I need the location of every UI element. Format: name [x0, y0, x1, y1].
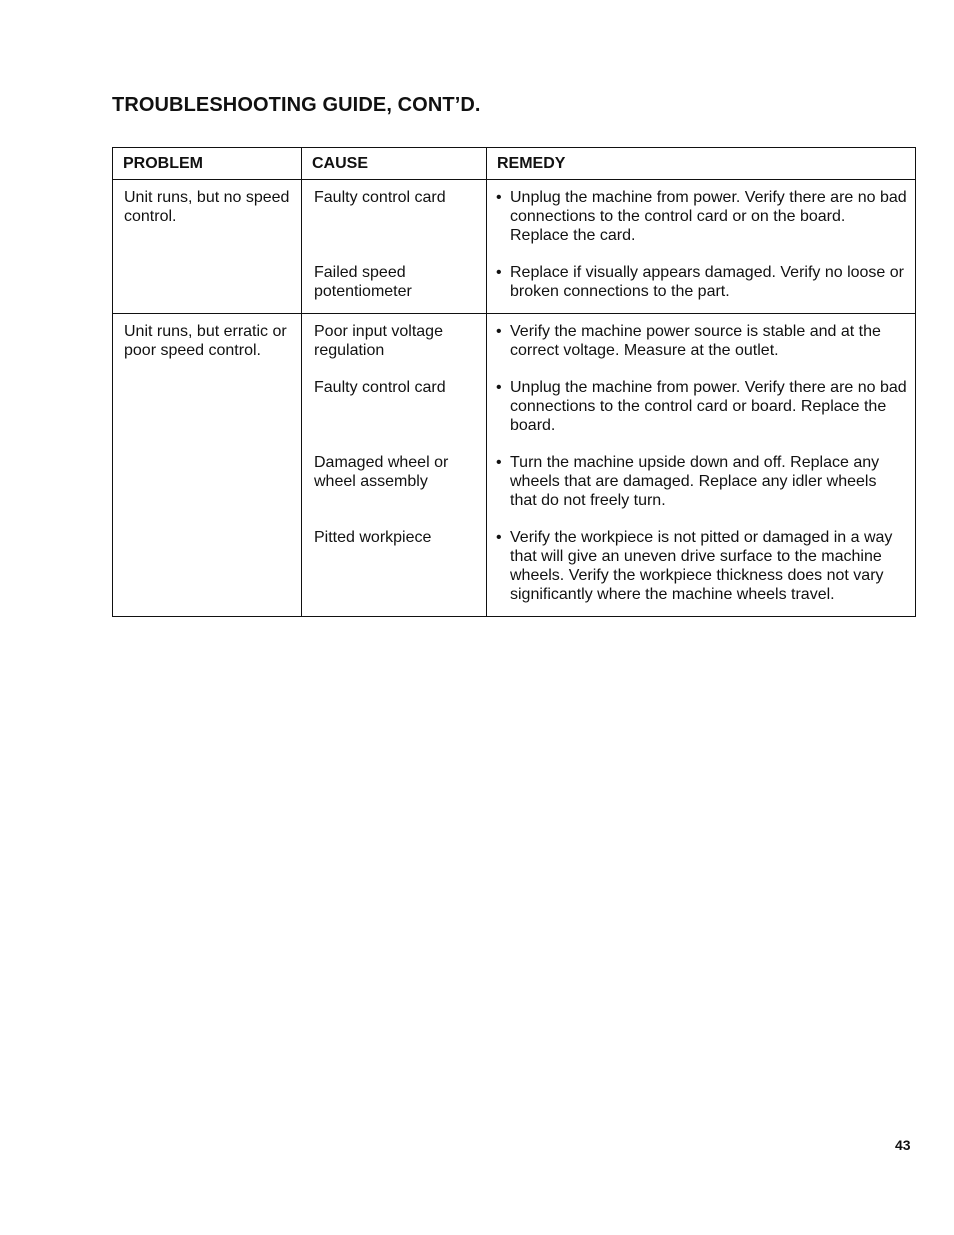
cause-text: Faulty control card: [314, 379, 446, 396]
cause-text: Failed speed potentiometer: [314, 264, 412, 300]
remedy-item: [496, 263, 907, 301]
table-row: [113, 180, 916, 314]
remedy-cell: [487, 180, 916, 314]
remedy-text: Unplug the machine from power. Verify there are no bad connections to the control card or board. Replace the board.: [510, 379, 907, 434]
problem-text: Unit runs, but no speed control.: [124, 189, 290, 225]
remedy-text: Verify the workpiece is not pitted or damaged in a way that will give an uneven drive surface to the machine wheels. Verify the workpiece thickness does not vary significantly where the machine wheels travel.: [510, 529, 893, 603]
bullet-icon: •: [496, 323, 502, 340]
bullet-icon: •: [496, 264, 502, 281]
remedy-cell: [487, 314, 916, 617]
problem-text: Unit runs, but erratic or poor speed control.: [124, 323, 287, 359]
problem-cell: [113, 180, 302, 314]
remedy-item: [496, 453, 907, 528]
header-remedy: REMEDY: [487, 148, 916, 180]
cause-text: Poor input voltage regulation: [314, 323, 443, 359]
remedy-text: Turn the machine upside down and off. Replace any wheels that are damaged. Replace any idler wheels that do not freely turn.: [510, 454, 880, 509]
header-problem: PROBLEM: [113, 148, 302, 180]
troubleshooting-table: [112, 147, 916, 617]
remedy-text: Verify the machine power source is stable and at the correct voltage. Measure at the outlet.: [510, 323, 881, 359]
bullet-icon: •: [496, 529, 502, 546]
bullet-icon: •: [496, 379, 502, 396]
page-title: TROUBLESHOOTING GUIDE, CONT’D.: [112, 94, 481, 116]
remedy-text: Unplug the machine from power. Verify there are no bad connections to the control card or on the board. Replace the card.: [510, 189, 907, 244]
page-number: 43: [895, 1137, 911, 1153]
table-header-row: [113, 148, 916, 180]
remedy-item: [496, 528, 907, 604]
cause-cell: [302, 314, 487, 617]
header-cause: CAUSE: [302, 148, 487, 180]
table-row: [113, 314, 916, 617]
cause-text: Pitted workpiece: [314, 529, 432, 546]
remedy-item: [496, 322, 907, 378]
cause-cell: [302, 180, 487, 314]
remedy-item: [496, 188, 907, 263]
remedy-text: Replace if visually appears damaged. Verify no loose or broken connections to the part.: [510, 264, 904, 300]
bullet-icon: •: [496, 189, 502, 206]
cause-text: Faulty control card: [314, 189, 446, 206]
cause-text: Damaged wheel or wheel assembly: [314, 454, 449, 490]
problem-cell: [113, 314, 302, 617]
remedy-item: [496, 378, 907, 453]
bullet-icon: •: [496, 454, 502, 471]
